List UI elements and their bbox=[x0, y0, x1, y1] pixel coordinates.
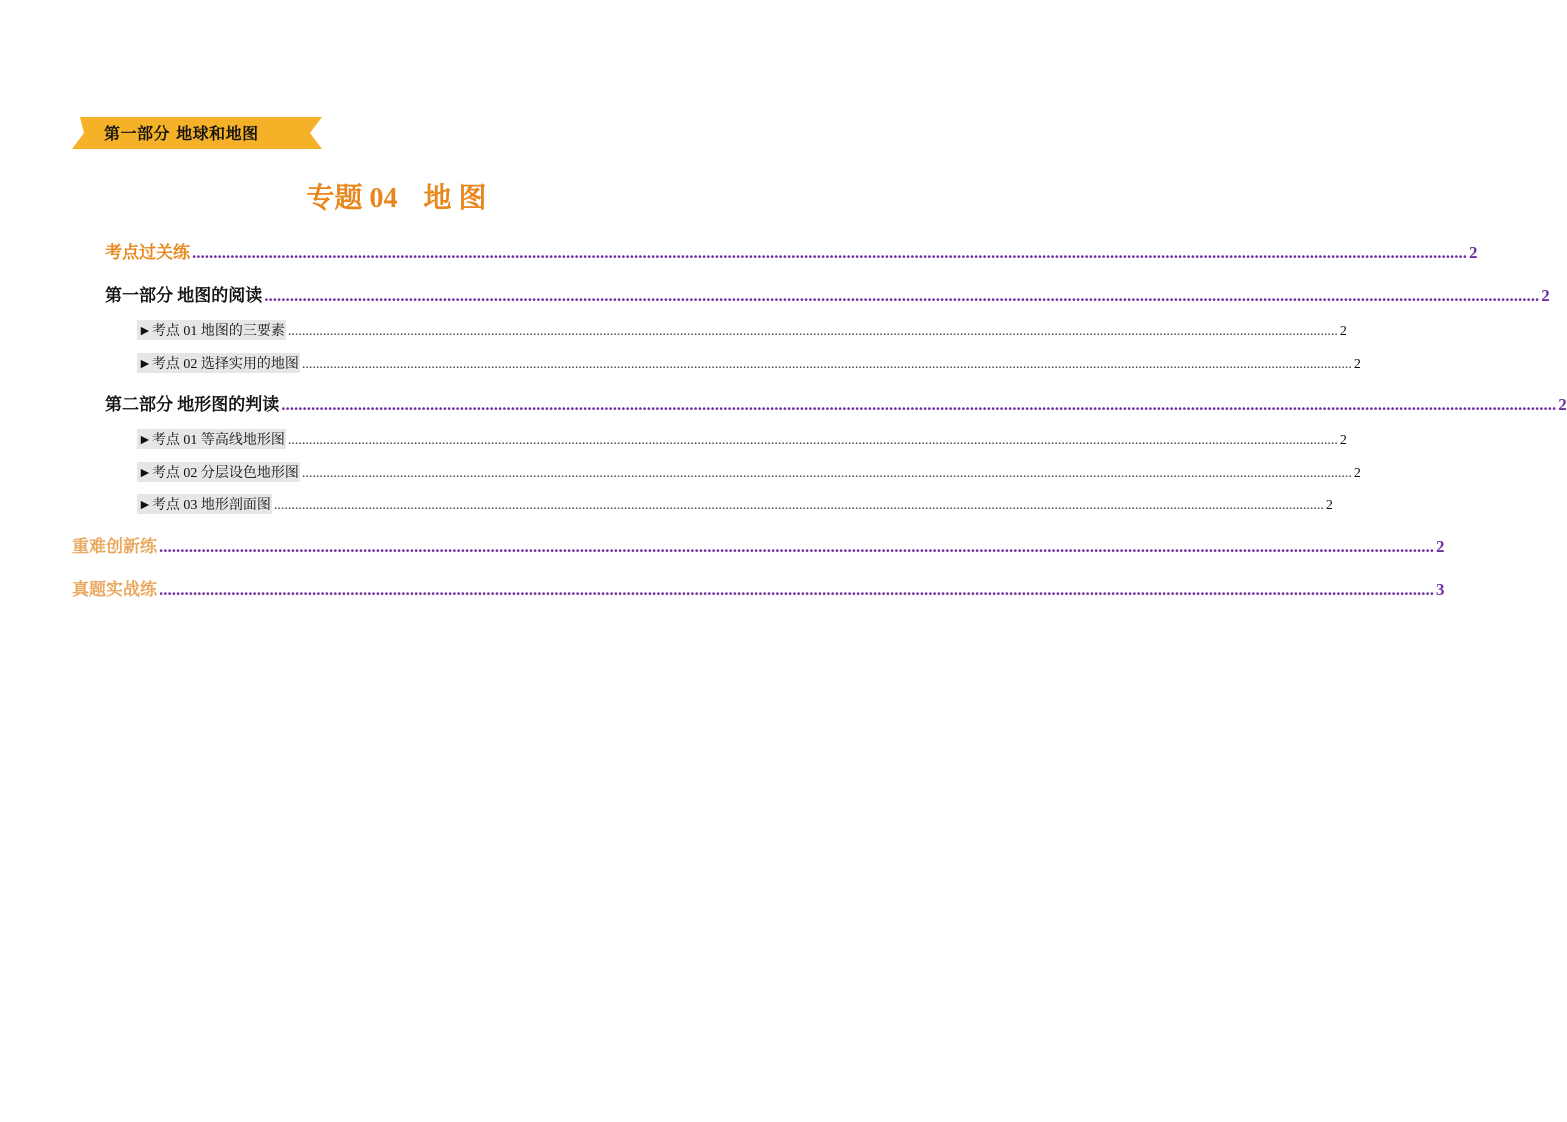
toc-leader: ............................................................................................................................................................................................................................................................................................................ bbox=[287, 433, 1338, 448]
toc-entry-kaodian-01-denggaoxian[interactable] bbox=[137, 429, 1347, 449]
toc-entry-kaodian-01-sanyaosu[interactable] bbox=[137, 320, 1347, 340]
toc-page-number: 2 bbox=[1353, 466, 1361, 481]
toc-entry-kaodian-02-fencengsheshe[interactable] bbox=[137, 462, 1361, 482]
toc-leader: ............................................................................................................................................................................................................................................................................................................ bbox=[159, 537, 1434, 556]
toc-leader: ............................................................................................................................................................................................................................................................................................................ bbox=[192, 243, 1467, 262]
toc-leader: ............................................................................................................................................................................................................................................................................................................ bbox=[281, 395, 1557, 414]
section-banner bbox=[70, 113, 325, 153]
page-title bbox=[0, 176, 793, 216]
toc-page-number: 2 bbox=[1339, 324, 1347, 339]
toc-label: 第二部分 地形图的判读 bbox=[105, 395, 280, 414]
banner-text: 第一部分 地球和地图 bbox=[104, 124, 259, 143]
toc-label: 第一部分 地图的阅读 bbox=[105, 286, 263, 305]
toc-label: ►考点 03 地形剖面图 bbox=[137, 494, 272, 514]
toc-entry-part2-dixingtu[interactable] bbox=[105, 390, 1567, 415]
toc-leader: ............................................................................................................................................................................................................................................................................................................ bbox=[301, 357, 1352, 372]
title-prefix: 专题 04 bbox=[306, 183, 398, 214]
toc-label: ►考点 02 分层设色地形图 bbox=[137, 462, 300, 482]
toc-leader: ............................................................................................................................................................................................................................................................................................................ bbox=[301, 466, 1352, 481]
toc-entry-kaodian-guoguan[interactable] bbox=[105, 238, 1478, 263]
toc-page-number: 2 bbox=[1353, 357, 1361, 372]
toc-page-number: 2 bbox=[1436, 537, 1445, 556]
toc-leader: ............................................................................................................................................................................................................................................................................................................ bbox=[287, 324, 1338, 339]
toc-label: ►考点 01 地图的三要素 bbox=[137, 320, 286, 340]
title-main: 地 图 bbox=[423, 183, 487, 214]
toc-label: 真题实战练 bbox=[72, 580, 157, 599]
toc-leader: ............................................................................................................................................................................................................................................................................................................ bbox=[273, 498, 1324, 513]
toc-page-number: 2 bbox=[1325, 498, 1333, 513]
toc-leader: ............................................................................................................................................................................................................................................................................................................ bbox=[264, 286, 1540, 305]
toc-label: 重难创新练 bbox=[72, 537, 157, 556]
toc-page-number: 2 bbox=[1558, 395, 1567, 414]
toc-label: 考点过关练 bbox=[105, 243, 190, 262]
toc-page-number: 3 bbox=[1436, 580, 1445, 599]
toc-page-number: 2 bbox=[1339, 433, 1347, 448]
toc-label: ►考点 01 等高线地形图 bbox=[137, 429, 286, 449]
toc-page-number: 2 bbox=[1541, 286, 1550, 305]
toc-page-number: 2 bbox=[1469, 243, 1478, 262]
toc-entry-zhenti-shizhan[interactable] bbox=[72, 575, 1445, 600]
toc-leader: ............................................................................................................................................................................................................................................................................................................ bbox=[159, 580, 1434, 599]
toc-entry-zhongnan-chuangxin[interactable] bbox=[72, 532, 1445, 557]
toc-entry-kaodian-03-poumiantu[interactable] bbox=[137, 494, 1333, 514]
toc-entry-kaodian-02-xuanze[interactable] bbox=[137, 353, 1361, 373]
toc-label: ►考点 02 选择实用的地图 bbox=[137, 353, 300, 373]
toc-entry-part1-ditu-yuedu[interactable] bbox=[105, 281, 1550, 306]
